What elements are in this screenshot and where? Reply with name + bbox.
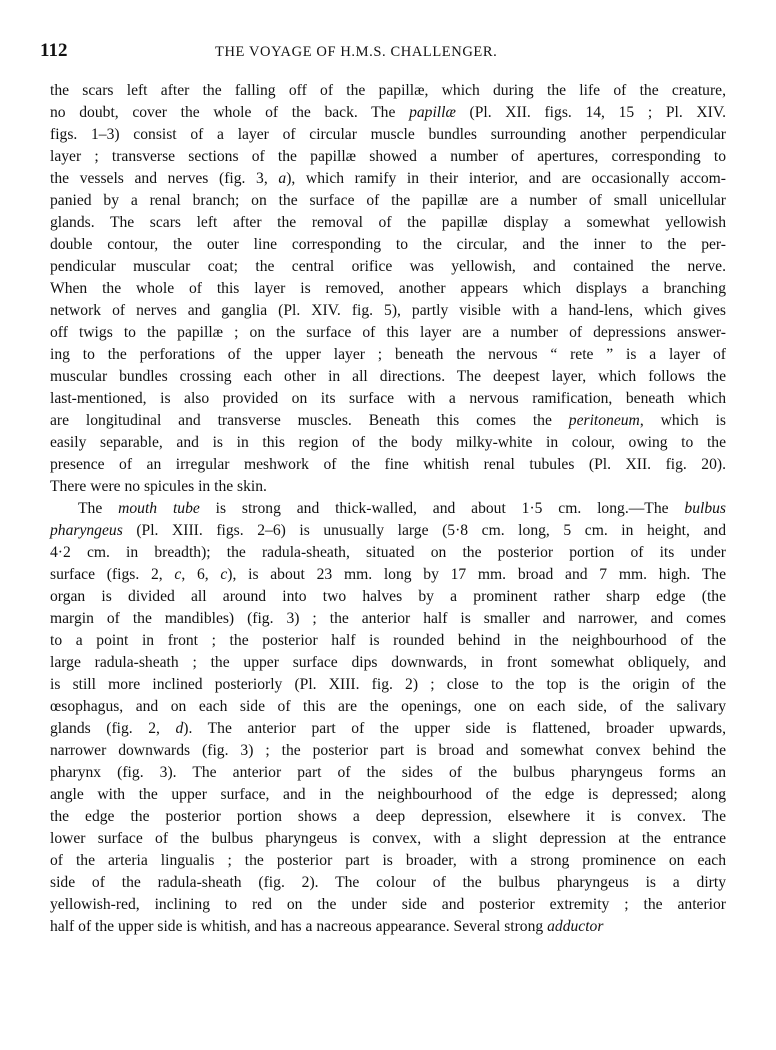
text-line: 4·2 cm. in breadth); the radula-sheath, situated on the posterior portion of its under [50,544,726,561]
text-line: the edge the posterior portion shows a deep depression, elsewhere it is convex. The [50,808,726,825]
text-line: lower surface of the bulbus pharyngeus is convex, with a slight depression at the entrance [50,830,726,847]
text-line: angle with the upper surface, and in the neighbourhood of the edge is depressed; along [50,786,726,803]
text-line: figs. 1–3) consist of a layer of circular muscle bundles surrounding another perpendicular [50,126,726,143]
italic-term: peritoneum [568,412,640,429]
text-line: large radula-sheath ; the upper surface dips downwards, in front somewhat obliquely, and [50,654,726,671]
italic-term: c [174,566,182,583]
text-line: organ is divided all around into two halves by a prominent rather sharp edge (the [50,588,726,605]
text-line: pendicular muscular coat; the central orifice was yellowish, and contained the nerve. [50,258,726,275]
text-line: are longitudinal and transverse muscles. Beneath this comes the peritoneum, which is [50,412,726,429]
body-text [50,80,726,938]
text-line: double contour, the outer line corresponding to the circular, and the inner to the per- [50,236,726,253]
text-line: panied by a renal branch; on the surface of the papillæ are a number of small unicellular [50,192,726,209]
text-line: of the arteria lingualis ; the posterior part is broader, with a strong prominence on each [50,852,726,869]
running-title: THE VOYAGE OF H.M.S. CHALLENGER. [215,44,498,60]
text-line: surface (figs. 2, c, 6, c), is about 23 mm. long by 17 mm. broad and 7 mm. high. The [50,566,727,583]
text-line: the scars left after the falling off of the papillæ, which during the life of the creature, [50,82,726,99]
italic-term: d [175,720,184,737]
text-line: easily separable, and is in this region of the body milky-white in colour, owing to the [50,434,726,451]
italic-term: c [220,566,228,583]
text-line: ing to the perforations of the upper layer ; beneath the nervous “ rete ” is a layer of [50,346,726,363]
text-line: no doubt, cover the whole of the back. The papillæ (Pl. XII. figs. 14, 15 ; Pl. XIV. [50,104,726,121]
text-line: There were no spicules in the skin. [50,478,267,495]
text-line: pharynx (fig. 3). The anterior part of the sides of the bulbus pharyngeus forms an [50,764,726,781]
paragraph-papillae [50,80,726,498]
text-line: to a point in front ; the posterior half is rounded behind in the neighbourhood of the [50,632,726,649]
text-line: last-mentioned, is also provided on its surface with a nervous ramification, beneath which [50,390,726,407]
text-line: layer ; transverse sections of the papillæ showed a number of apertures, corresponding to [50,148,726,165]
text-line: off twigs to the papillæ ; on the surface of this layer are a number of depressions answer- [50,324,726,341]
text-line: the vessels and nerves (fig. 3, a), which ramify in their interior, and are occasionally accom- [50,170,726,187]
text-line: yellowish-red, inclining to red on the under side and posterior extremity ; the anterior [50,896,726,913]
paragraph-bulbus-pharyngeus [50,498,726,938]
italic-term: adductor [547,918,604,935]
text-line: pharyngeus (Pl. XIII. figs. 2–6) is unusually large (5·8 cm. long, 5 cm. in height, and [50,522,726,539]
text-line: glands. The scars left after the removal of the papillæ display a somewhat yellowish [50,214,726,231]
italic-term: a [278,170,287,187]
italic-term: bulbus [684,500,726,517]
text-line: side of the radula-sheath (fig. 2). The colour of the bulbus pharyngeus is a dirty [50,874,726,891]
text-line: When the whole of this layer is removed, another appears which displays a branching [50,280,726,297]
text-line: The mouth tube is strong and thick-walled, and about 1·5 cm. long.—The bulbus [78,500,726,517]
text-line: œsophagus, and on each side of this are the openings, one on each side, of the salivary [50,698,726,715]
text-line: glands (fig. 2, d). The anterior part of the upper side is flattened, broader upwards, [50,720,726,737]
text-line: network of nerves and ganglia (Pl. XIV. fig. 5), partly visible with a hand-lens, which gives [50,302,726,319]
page-number: 112 [40,40,68,61]
italic-term: mouth tube [118,500,200,517]
text-line: presence of an irregular meshwork of the fine whitish renal tubules (Pl. XII. fig. 20). [50,456,726,473]
italic-term: papillæ [409,104,456,121]
text-line: is still more inclined posteriorly (Pl. XIII. fig. 2) ; close to the top is the origin of the [50,676,726,693]
text-line: margin of the mandibles) (fig. 3) ; the anterior half is smaller and narrower, and comes [50,610,726,627]
text-line: narrower downwards (fig. 3) ; the posterior part is broad and somewhat convex behind the [50,742,726,759]
text-line: half of the upper side is whitish, and has a nacreous appearance. Several strong adductor [50,918,604,935]
text-line: muscular bundles crossing each other in all directions. The deepest layer, which follows the [50,368,726,385]
italic-term: pharyngeus [50,522,123,539]
